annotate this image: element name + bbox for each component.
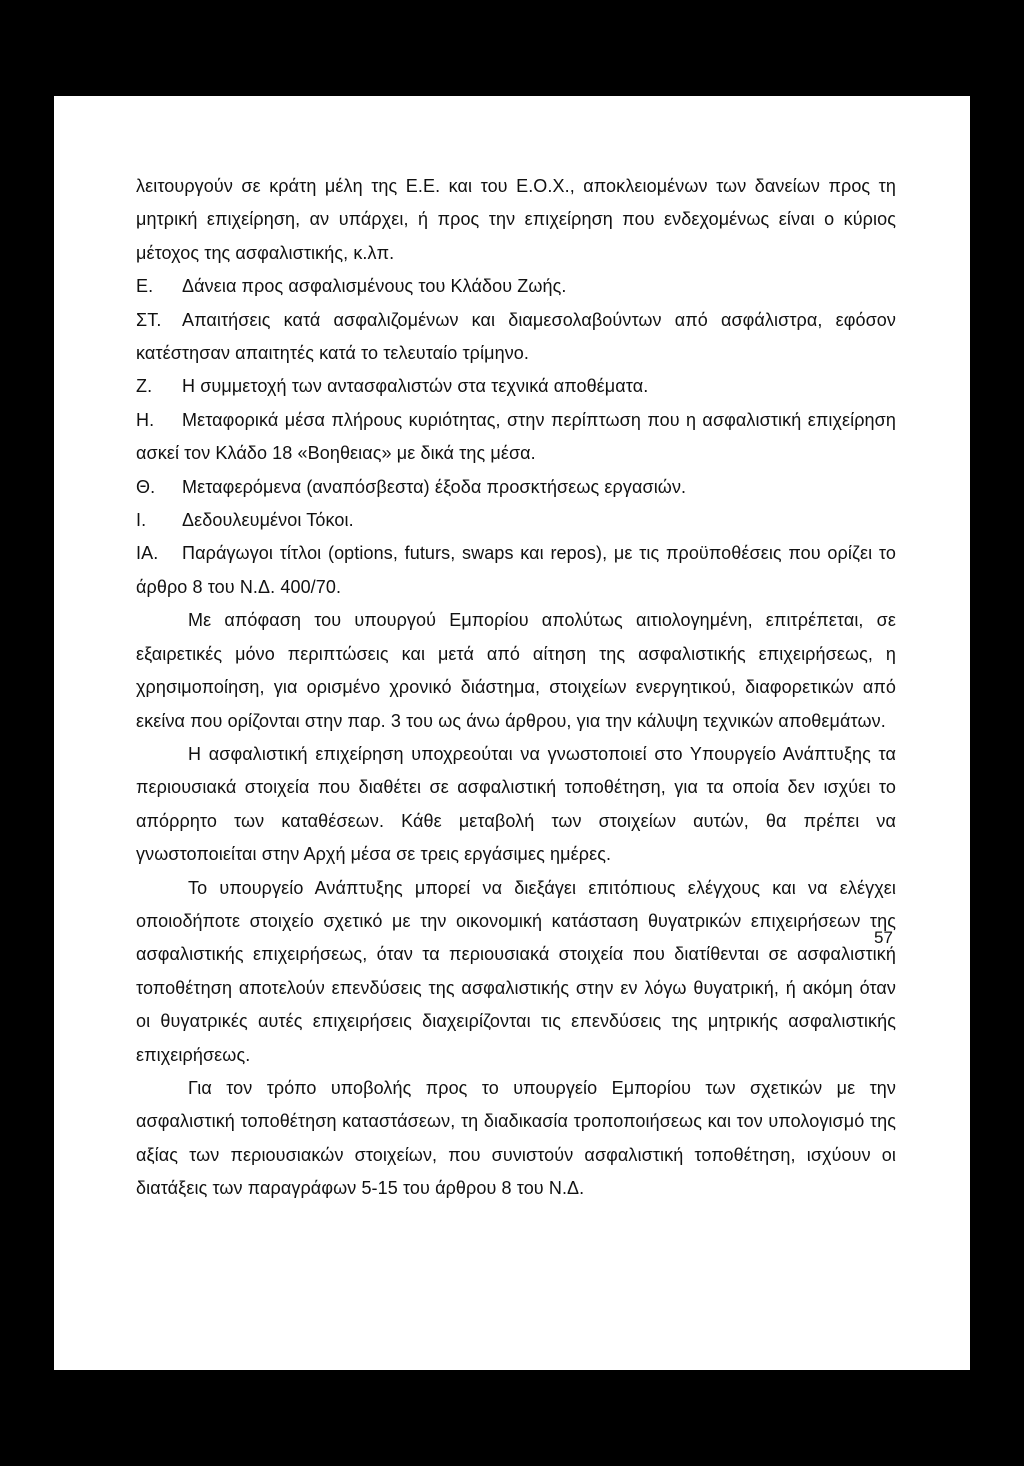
list-item-text: Παράγωγοι τίτλοι (options, futurs, swaps και repos), με τις προϋποθέσεις που ορίζει το άρθρο 8 του Ν.Δ. 400/70. (136, 543, 896, 597)
body-paragraph: Η ασφαλιστική επιχείρηση υποχρεούται να γνωστοποιεί στο Υπουργείο Ανάπτυξης τα περιουσιακά στοιχεία που διαθέτει σε ασφαλιστική τοποθέτηση, για τα οποία δεν ισχύει το απόρρητο των καταθέσεων. Κάθε μεταβολή των στοιχείων αυτών, θα πρέπει να γνωστοποιείται στην Αρχή μέσα σε τρεις εργάσιμες ημέρες. (136, 743, 896, 865)
list-item-label: Ε. (136, 276, 154, 297)
document-page (54, 96, 970, 1370)
body-paragraph: Με απόφαση του υπουργού Εμπορίου απολύτως αιτιολογημένη, επιτρέπεται, σε εξαιρετικές μόνο περιπτώσεις και μετά από αίτηση της ασφαλιστικής επιχειρήσεως, η χρησιμοποίηση, για ορισμένο χρονικό διάστημα, στοιχείων ενεργητικού, διαφορετικών από εκείνα που ορίζονται στην παρ. 3 του ως άνω άρθρου, για την κάλυψη τεχνικών αποθεμάτων. (136, 610, 896, 731)
list-item-th (136, 471, 896, 504)
list-item-text: Απαιτήσεις κατά ασφαλιζομένων και διαμεσολαβούντων από ασφάλιστρα, εφόσον κατέστησαν απαιτητές κατά το τελευταίο τρίμηνο. (136, 309, 896, 364)
list-item-text: Δάνεια προς ασφαλισμένους του Κλάδου Ζωής. (182, 276, 567, 297)
list-item-text: Μεταφερόμενα (αναπόσβεστα) έξοδα προσκτήσεως εργασιών. (182, 476, 687, 497)
body-paragraph: Το υπουργείο Ανάπτυξης μπορεί να διεξάγει επιτόπιους ελέγχους και να ελέγχει οποιοδήποτε στοιχείο σχετικό με την οικονομική κατάσταση θυγατρικών επιχειρήσεων της ασφαλιστικής επιχειρήσεως, όταν τα περιουσιακά στοιχεία που διατίθενται σε ασφαλιστική τοποθέτηση αποτελούν επενδύσεις της ασφαλιστικής στην εν λόγω θυγατρική, ή ακόμη όταν οι θυγατρικές αυτές επιχειρήσεις διαχειρίζονται τις επενδύσεις της μητρικής ασφαλιστικής επιχειρήσεως. (136, 877, 896, 1065)
continuation-paragraph: λειτουργούν σε κράτη μέλη της Ε.Ε. και του Ε.Ο.Χ., αποκλειομένων των δανείων προς τη μητρική επιχείρηση, αν υπάρχει, ή προς την επιχείρηση που ενδεχομένως είναι ο κύριος μέτοχος της ασφαλιστικής, κ.λπ. (136, 176, 896, 263)
list-item-label: Ζ. (136, 376, 153, 397)
document-body (136, 170, 896, 1206)
list-item-st (136, 304, 896, 371)
list-item-label: ΣΤ. (136, 309, 162, 330)
list-item-label: Θ. (136, 476, 156, 497)
list-item-i (136, 504, 896, 537)
list-item-text: Μεταφορικά μέσα πλήρους κυριότητας, στην περίπτωση που η ασφαλιστική επιχείρηση ασκεί τον Κλάδο 18 «Βοηθειας» με δικά της μέσα. (136, 409, 896, 464)
list-item-e (136, 270, 896, 303)
body-paragraph: Για τον τρόπο υποβολής προς το υπουργείο Εμπορίου των σχετικών με την ασφαλιστική τοποθέτηση καταστάσεων, τη διαδικασία τροποποιήσεως και τον υπολογισμό της αξίας των περιουσιακών στοιχείων, που συνιστούν ασφαλιστική τοποθέτηση, ισχύουν οι διατάξεις των παραγράφων 5-15 του άρθρου 8 του Ν.Δ. (136, 1077, 896, 1199)
list-item-z (136, 370, 896, 403)
list-item-text: Η συμμετοχή των αντασφαλιστών στα τεχνικά αποθέματα. (182, 376, 649, 397)
list-item-label: Η. (136, 409, 155, 430)
list-item-label: ΙΑ. (136, 543, 159, 564)
page-number: 57 (874, 928, 893, 947)
list-item-h (136, 404, 896, 471)
list-item-label: Ι. (136, 510, 147, 531)
list-item-text: Δεδουλευμένοι Τόκοι. (182, 510, 354, 531)
list-item-ia (136, 537, 896, 604)
